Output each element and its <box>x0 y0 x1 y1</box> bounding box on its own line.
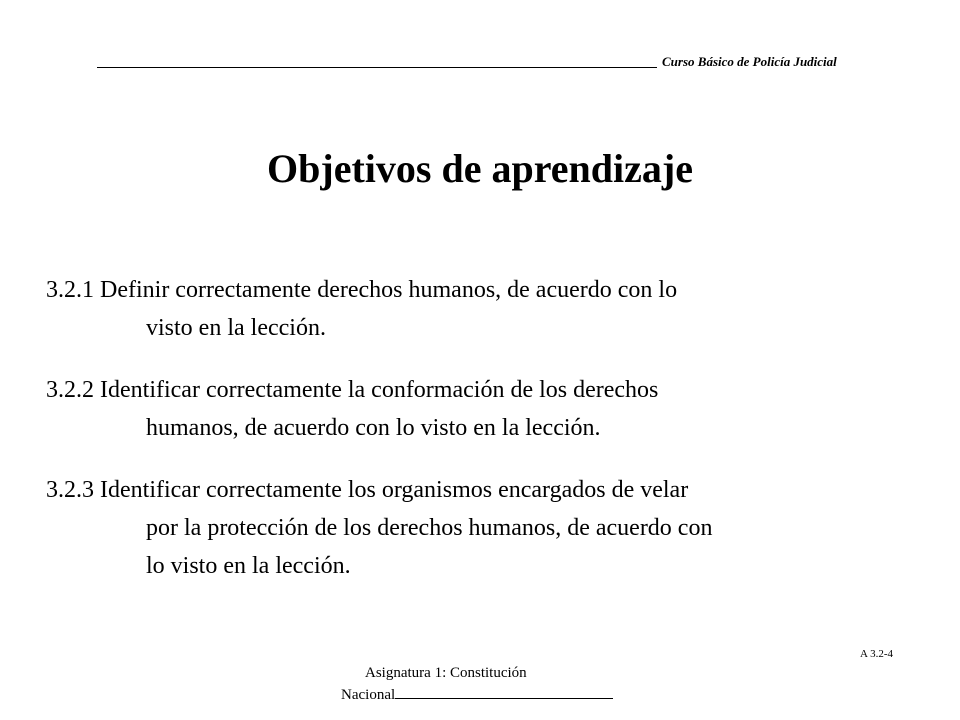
objective-continuation: por la protección de los derechos humanos, de acuerdo con <box>146 515 713 541</box>
header-rule <box>97 67 657 68</box>
footer-rule <box>395 698 613 699</box>
objective-3-2-3 <box>46 471 926 585</box>
slide-code: A 3.2-4 <box>860 648 893 660</box>
objective-continuation: humanos, de acuerdo con lo visto en la lección. <box>146 415 601 441</box>
footer-subject-word: Nacional <box>341 687 396 703</box>
objective-text: 3.2.3 Identificar correctamente los organismos encargados de velar <box>46 477 689 503</box>
footer <box>341 662 613 706</box>
objective-text: 3.2.1 Definir correctamente derechos humanos, de acuerdo con lo <box>46 277 678 303</box>
course-title: Curso Básico de Policía Judicial <box>662 54 837 69</box>
footer-subject-continuation <box>341 684 613 706</box>
footer-subject: Asignatura 1: Constitución <box>365 665 527 681</box>
objective-3-2-2 <box>46 371 926 447</box>
objective-3-2-1 <box>46 271 926 347</box>
objective-continuation: lo visto en la lección. <box>146 553 351 579</box>
objective-text: 3.2.2 Identificar correctamente la conformación de los derechos <box>46 377 659 403</box>
objectives-list <box>46 271 926 585</box>
page-title: Objetivos de aprendizaje <box>267 146 693 191</box>
objective-continuation: visto en la lección. <box>146 315 326 341</box>
